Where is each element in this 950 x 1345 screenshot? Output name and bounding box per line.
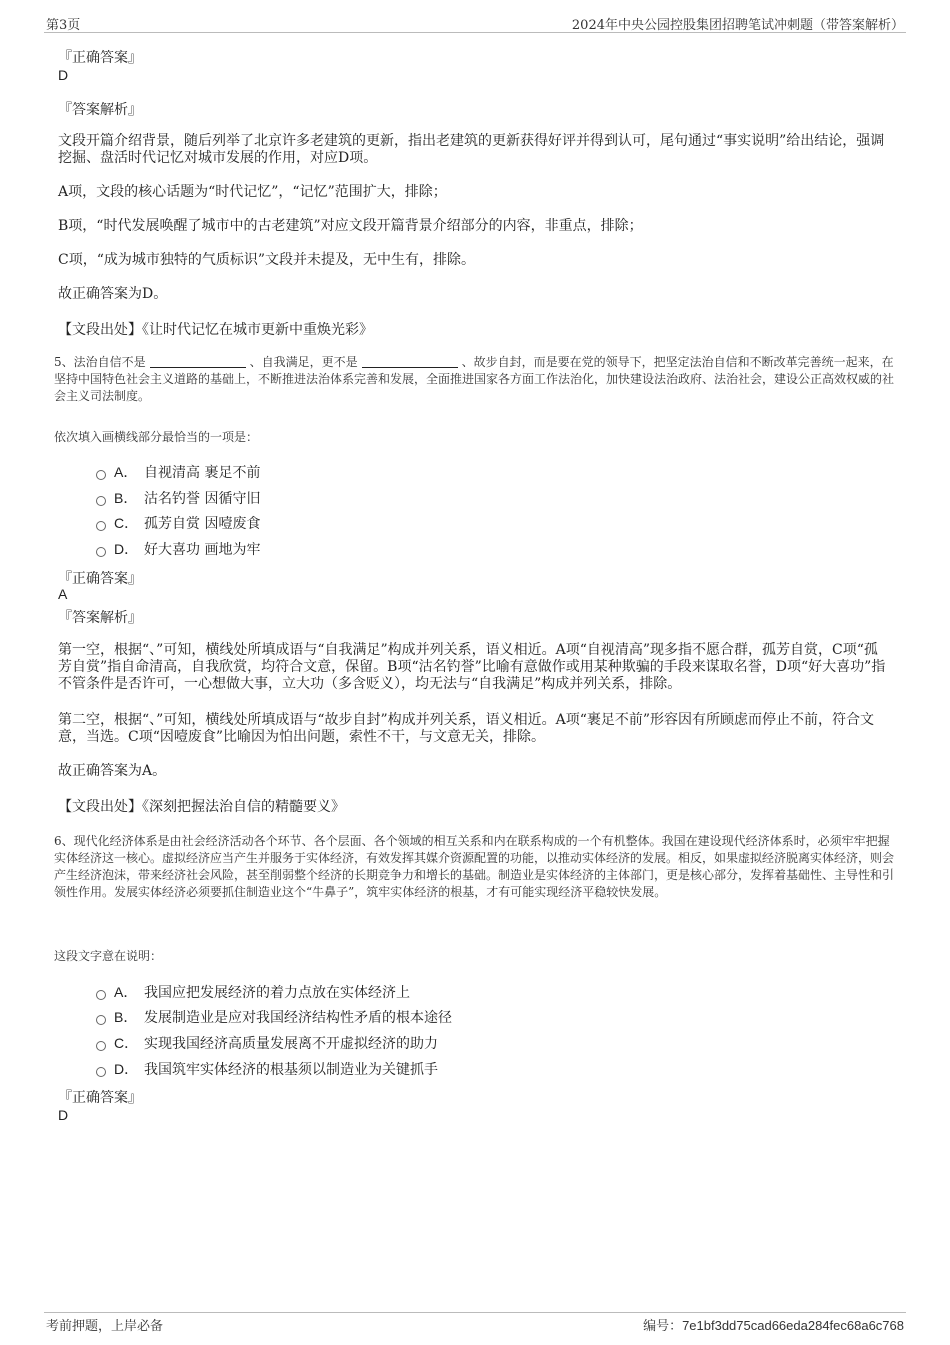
footer-slogan: 考前押题，上岸必备	[46, 1319, 164, 1334]
analysis-paragraph: A项，文段的核心话题为“时代记忆”，“记忆”范围扩大，排除；	[58, 184, 447, 200]
source-citation: 【文段出处】《让时代记忆在城市更新中重焕光彩》	[58, 322, 373, 338]
option-b[interactable]: B． 沽名钓誉 因循守旧	[96, 488, 260, 508]
radio-icon[interactable]	[96, 470, 106, 480]
radio-icon[interactable]	[96, 1041, 106, 1051]
page-header	[44, 12, 906, 33]
option-d[interactable]: D． 我国筑牢实体经济的根基须以制造业为关键抓手	[96, 1059, 438, 1079]
document-title: 2024年中央公园控股集团招聘笔试冲刺题（带答案解析）	[571, 18, 904, 33]
correct-answer: D	[58, 1107, 69, 1123]
question-prompt: 这段文字意在说明：	[54, 949, 163, 963]
document-id: 编号：7e1bf3dd75cad66eda284fec68a6c768	[643, 1318, 904, 1333]
correct-answer-label: 『正确答案』	[58, 50, 142, 66]
radio-icon[interactable]	[96, 990, 106, 1000]
analysis-label: 『答案解析』	[58, 610, 142, 626]
option-c[interactable]: C． 实现我国经济高质量发展离不开虚拟经济的助力	[96, 1033, 438, 1053]
analysis-paragraph: 第一空，根据“、”可知，横线处所填成语与“自我满足”构成并列关系，语义相近。A项“自视清高”现多指不愿合群，孤芳自赏，C项“孤芳自赏”指自命清高，自我欣赏，均符合文意，保留。B项“沽名钓誉”比喻有意做作或用某种欺骗的手段来谋取名誉，D项“好大喜功”指不管条件是否许可，一心想做大事，立大功（多含贬义），均无法与“自我满足”构成并列关系，排除。	[58, 642, 886, 692]
analysis-paragraph: 文段开篇介绍背景，随后列举了北京许多老建筑的更新，指出老建筑的更新获得好评并得到认可，尾句通过“事实说明”给出结论，强调挖掘、盘活时代记忆对城市发展的作用，对应D项。	[58, 133, 885, 166]
analysis-paragraph: 故正确答案为A。	[58, 763, 167, 779]
radio-icon[interactable]	[96, 547, 106, 557]
fill-blank	[150, 355, 246, 368]
option-a[interactable]: A． 我国应把发展经济的着力点放在实体经济上	[96, 982, 410, 1002]
correct-answer-label: 『正确答案』	[58, 1090, 142, 1106]
correct-answer: A	[58, 586, 68, 602]
question-6-text: 6、现代化经济体系是由社会经济活动各个环节、各个层面、各个领域的相互关系和内在联系构成的一个有机整体。我国在建设现代经济体系时，必须牢牢把握实体经济这一核心。虚拟经济应当产生并服务于实体经济，有效发挥其媒介资源配置的功能，以推动实体经济的发展。相反，如果虚拟经济脱离实体经济，则会产生经济泡沫，带来经济社会风险，甚至削弱整个经济的长期竞争力和增长的基础。制造业是实体经济的主体部门，更是核心部分，发挥着基础性、主导性和引领性作用。发展实体经济必须要抓住制造业这个“牛鼻子”，筑牢实体经济的根基，才有可能实现经济平稳较快发展。	[54, 834, 895, 899]
radio-icon[interactable]	[96, 521, 106, 531]
question-5-text: 5、法治自信不是 、自我满足，更不是 、故步自封，而是要在党的领导下，把坚定法治自信和不断改革完善统一起来，在坚持中国特色社会主义道路的基础上，不断推进法治体系完善和发展，全面推进国家各方面工作法治化，加快建设法治政府、法治社会，建设公正高效权威的社会主义司法制度。	[54, 355, 895, 403]
analysis-paragraph: 第二空，根据“、”可知，横线处所填成语与“故步自封”构成并列关系，语义相近。A项“裹足不前”形容因有所顾虑而停止不前，符合文意，当选。C项“因噎废食”比喻因为怕出问题，索性不干，与文意无关，排除。	[58, 712, 875, 745]
analysis-paragraph: 故正确答案为D。	[58, 286, 168, 302]
correct-answer: D	[58, 67, 69, 83]
option-a[interactable]: A． 自视清高 裹足不前	[96, 462, 260, 482]
radio-icon[interactable]	[96, 1067, 106, 1077]
option-d[interactable]: D． 好大喜功 画地为牢	[96, 539, 260, 559]
option-c[interactable]: C． 孤芳自赏 因噎废食	[96, 513, 260, 533]
source-citation: 【文段出处】《深刻把握法治自信的精髓要义》	[58, 799, 345, 815]
page-footer	[44, 1312, 906, 1337]
correct-answer-label: 『正确答案』	[58, 571, 142, 587]
analysis-label: 『答案解析』	[58, 102, 142, 118]
question-prompt: 依次填入画横线部分最恰当的一项是：	[54, 430, 259, 444]
radio-icon[interactable]	[96, 1015, 106, 1025]
page-number: 第3页	[46, 18, 81, 33]
fill-blank	[362, 355, 458, 368]
option-b[interactable]: B． 发展制造业是应对我国经济结构性矛盾的根本途径	[96, 1007, 452, 1027]
analysis-paragraph: C项，“成为城市独特的气质标识”文段并未提及，无中生有，排除。	[58, 252, 476, 268]
radio-icon[interactable]	[96, 496, 106, 506]
analysis-paragraph: B项，“时代发展唤醒了城市中的古老建筑”对应文段开篇背景介绍部分的内容，非重点，排除；	[58, 218, 643, 234]
